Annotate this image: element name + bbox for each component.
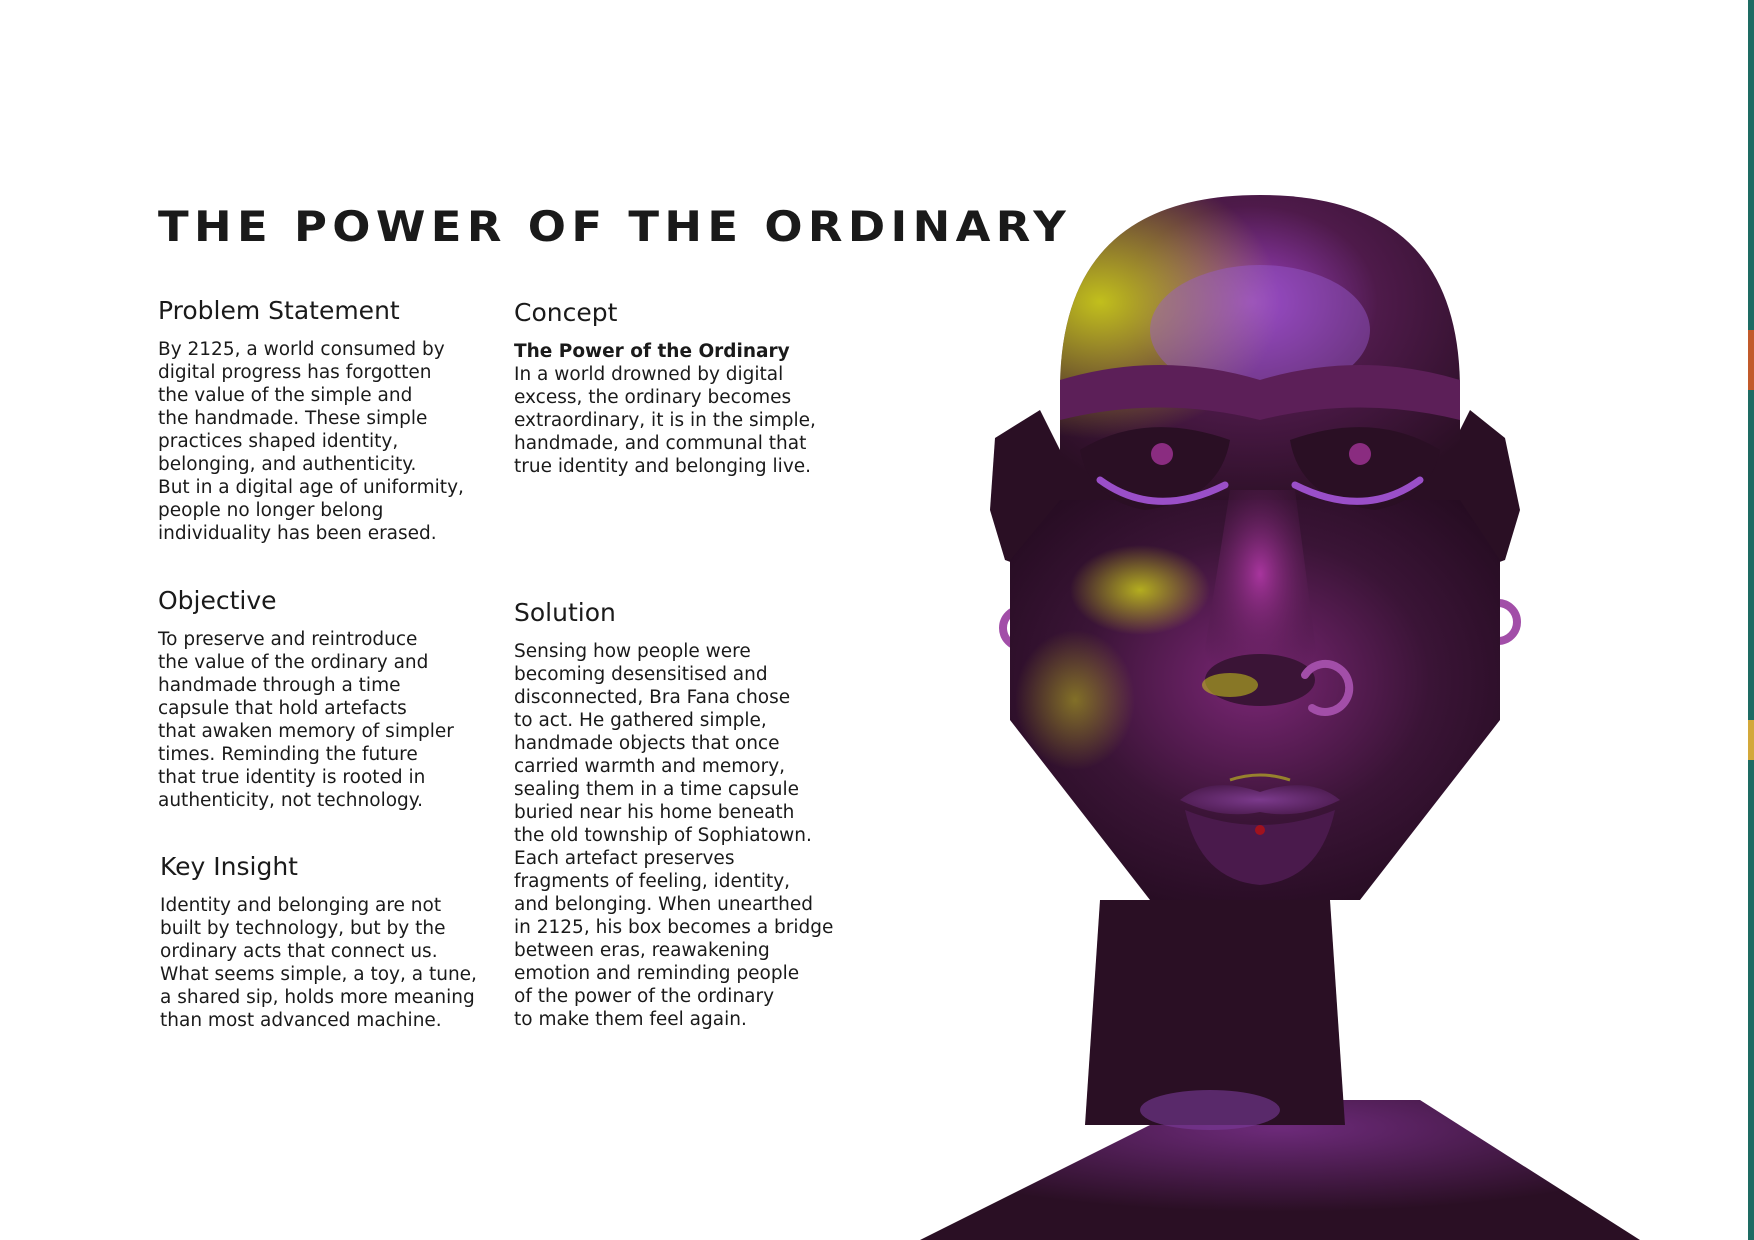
problem-statement-body: By 2125, a world consumed by digital progress has forgotten the value of the simple and the handmade. These simple practices shaped identity, belonging, and authenticity. But in a digital age of uniformity, people no longer belong individuality has been erased. — [158, 339, 464, 544]
concept-section — [514, 298, 854, 478]
key-insight-section — [160, 852, 500, 1032]
concept-body: In a world drowned by digital excess, the ordinary becomes extraordinary, it is in the simple, handmade, and communal that true identity and belonging live. — [514, 364, 816, 477]
problem-statement-section — [158, 296, 488, 545]
page-title: THE POWER OF THE ORDINARY — [158, 202, 1072, 251]
concept-subheading: The Power of the Ordinary — [514, 341, 790, 362]
objective-section — [158, 586, 488, 812]
key-insight-body: Identity and belonging are not built by technology, but by the ordinary acts that connect us. What seems simple, a toy, a tune, a shared sip, holds more meaning than most advanced machine. — [160, 895, 477, 1031]
edge-stripe — [1748, 0, 1754, 1240]
solution-heading: Solution — [514, 598, 616, 627]
solution-section — [514, 598, 854, 1031]
objective-heading: Objective — [158, 586, 277, 615]
face-illustration — [900, 180, 1640, 1240]
solution-body: Sensing how people were becoming desensitised and disconnected, Bra Fana chose to act. He gathered simple, handmade objects that once carried warmth and memory, sealing them in a time capsule buried near his home beneath the old township of Sophiatown. Each artefact preserves fragments of feeling, identity, and belonging. When unearthed in 2125, his box becomes a bridge between eras, reawakening emotion and reminding people of the power of the ordinary to make them feel again. — [514, 641, 834, 1030]
concept-heading: Concept — [514, 298, 618, 327]
problem-statement-heading: Problem Statement — [158, 296, 400, 325]
key-insight-heading: Key Insight — [160, 852, 298, 881]
objective-body: To preserve and reintroduce the value of the ordinary and handmade through a time capsule that hold artefacts that awaken memory of simpler times. Reminding the future that true identity is rooted in authenticity, not technology. — [158, 629, 454, 811]
